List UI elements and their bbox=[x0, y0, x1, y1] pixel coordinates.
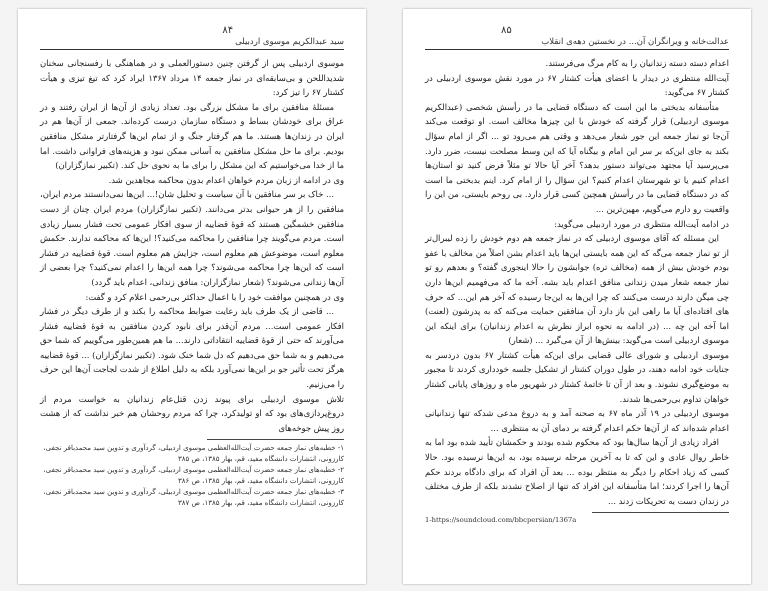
left-body-text bbox=[40, 56, 344, 435]
paragraph: موسوی اردبیلی در ۱۹ آذر ماه ۶۷ به صحنه آمد و به دروغ مدعی شدکه تنها زندانیانی اعدام شده‌اند که از آن‌ها حکم اعدام گرفته بر دمای آن به منتظری ... bbox=[425, 408, 729, 433]
quote-paragraph: مسئلهٔ منافقین برای ما مشکل بزرگی بود. تعداد زیادی از آن‌ها از ایران رفتند و در عراق برای خودشان بساط و دستگاه سازمان درست کرده‌اند. جمعی از آن‌ها هم در ایران در زندان‌ها هستند. ما هم گرفتار جنگ و از تمام این‌ها گرفتارتر مشکل منافقین بودیم. برای ما حل مشکل منافقین به آسانی ممکن نبود و هزینه‌های فراوانی داشت. اما ما از خدا می‌خواستیم که این مشکل را برای ما به نحوی حل کند. (تکبیر نمازگزاران) bbox=[40, 101, 344, 171]
quote-paragraph: ... قاضی از یک طرف باید رعایت ضوابط محاکمه را بکند و از طرف دیگر در فشار افکار عمومی است... مردم آن‌قدر برای نابود کردن منافقین به قوهٔ قضاییه فشار می‌آورند که حتی از قوهٔ قضاییه انتقاداتی دارند... ما هم همین‌طور می‌گوییم که شما حق می‌دهیم و به شما حق می‌دهیم که دل شما خنک شود. (تکبیر نمازگزاران) ... قوهٔ قضاییه هرگز تحت تأثیر جو بر این‌ها نمی‌آورد بلکه به دلیل اطلاع از شدت لجاجت آن‌ها این حرف را می‌زنیم. bbox=[40, 306, 344, 390]
footnote: ۲- خطبه‌های نماز جمعه حضرت آیت‌الله‌العظمی موسوی اردبیلی، گردآوری و تدوین سید محمدباقر نجفی، کارزونی، انتشارات دانشگاه مفید، قم، بهار ۱۳۸۵، ص ۳۸۶ bbox=[43, 466, 344, 486]
left-header-title: سید عبدالکریم موسوی اردبیلی bbox=[235, 37, 344, 47]
quote-paragraph: این مسئله که آقای موسوی اردبیلی که در نماز جمعه هم دوم خودش را زده لیبرال‌تر از تو نماز جمعه می‌گه که این همه بایستی این‌ها باید اعدام بشن اصلاً من مخالف با عفو بودم خودش بیش از همه (مخالف تره) جوابشون را حالا اینجوری گفته؟ و بعدهم رو تو نماز جمعه شعار میدن زندانی منافق اعدام باید بشه. آخه ما که می‌فهمیم این‌ها دارن چی میگن دارند درست می‌کنند که چرا این‌ها به این‌جا رسیده که آخر هم این... که حرف های افتاده‌ای آیا ما راهی این باز دارد آن منافقین حمایت می‌کنه که به پدرشون (لعنت) اما آخه این چه ... (در ادامه به نحوه ابراز نظرش به اعدام زندانیان) برای اینکه این موسوی اردبیلی است می‌گوید: بینش‌ها از آن می‌گیرد ... (شعار) bbox=[425, 233, 729, 346]
paragraph: اعدام دسته دسته زندانیان را به کام مرگ می‌فرستند. bbox=[545, 58, 729, 68]
right-footnote-link: 1-https://soundcloud.com/bbcpersian/1367a bbox=[425, 516, 577, 525]
right-body-text bbox=[425, 56, 729, 508]
left-footnotes bbox=[40, 443, 344, 509]
paragraph: تلاش موسوی اردبیلی برای پیوند زدن قتل‌عام زندانیان به خواست مردم از دروغ‌پردازی‌های بود که او تولیدکرد، چرا که مردم روحشان هم خبر نداشت که از هشت روز پیش جوخه‌های bbox=[40, 393, 344, 433]
footnote-divider bbox=[592, 512, 729, 513]
paragraph: در ادامه آیت‌الله منتظری در مورد اردبیلی می‌گوید: bbox=[554, 218, 729, 229]
quote-paragraph: ... خاک بر سر منافقین با آن سیاست و تحلیل شان!... این‌ها نمی‌دانستند مردم ایران، منافقین را از هر حیوانی بدتر می‌دانند. (تکبیر نمازگزاران) مردم ایران چنان از دست منافقین خشمگین هستند که قوهٔ قضاییه از سوی افکار عمومی تحت فشار بسیار زیادی است. مردم می‌گویند چرا منافقین را محاکمه می‌کنید؟! این‌ها که محاکمه ندارند. حکمش معلوم است، موضوعش هم معلوم است، جزایش هم معلوم است. قوهٔ قضاییه در فشار است که این‌ها چرا محاکمه می‌شوند؟ چرا همه این‌ها را اعدام نمی‌کنید؟ چرا بعضی از آن‌ها زندانی می‌شوند؟ (شعار نمازگزاران: منافق زندانی، اعدام باید گردد) bbox=[40, 189, 344, 287]
footnote: ۳- خطبه‌های نماز جمعه حضرت آیت‌الله‌العظمی موسوی اردبیلی، گردآوری و تدوین سید محمدباقر نجفی، کارزونی، انتشارات دانشگاه مفید، قم، بهار ۱۳۸۵، ص ۳۸۷ bbox=[43, 488, 344, 508]
quote-paragraph: متأسفانه بدبختی ما این است که دستگاه قضایی ما در رأسش شخصی (عبدالکریم موسوی اردبیلی) قرار گرفته که خودش با این چیزها مخالف است. او توقعت می‌کند آن‌جا تو نماز جمعه این جور شعار می‌دهد و وقتی هم می‌رود تو ... اگر از امام سؤال بکند به جای این‌که بر سر این امام و بیگناه آیا که این وسط مصلحت نیست، ضرر دارد. می‌پرسید آیا مجتهد می‌تواند دستور بدهد؟ آخر آیا حالا تو مثلاً فرض کنید تو استان‌ها اعدام کنیم یا تو شهرستان اعدام کنیم؟ این سؤال را از امام کرد. اینم بدبختی ما است که در دستگاه قضایی ما در رأسش همچین کسی قرار دارد. بی روحم بایستی، من این را واقعیت رو دارم می‌گویم، مهین‌ترین ... bbox=[425, 101, 729, 214]
footnote: ۱- خطبه‌های نماز جمعه حضرت آیت‌الله‌العظمی موسوی اردبیلی، گردآوری و تدوین سید محمدباقر نجفی، کارزونی، انتشارات دانشگاه مفید، قم، بهار ۱۳۸۵، ص ۳۸۵ bbox=[43, 444, 344, 464]
right-page bbox=[403, 9, 751, 584]
right-page-number: ۸۵ bbox=[501, 25, 512, 36]
footnote-divider bbox=[207, 439, 344, 440]
right-running-header bbox=[425, 25, 729, 50]
paragraph: آیت‌الله منتظری در دیدار با اعضای هیأت کشتار ۶۷ در مورد نقش موسوی اردبیلی در کشتار ۶۷ می‌گوید: bbox=[425, 72, 729, 98]
right-header-title: عدالت‌خانه و ویرانگران آن... در نخستین دهه‌ی انقلاب bbox=[541, 37, 729, 47]
left-page-number: ۸۴ bbox=[222, 25, 234, 36]
left-page bbox=[18, 9, 366, 584]
paragraph: موسوی اردبیلی و شورای عالی قضایی برای این‌که هیأت کشتار ۶۷ بدون دردسر به جنایات خود ادامه دهند، در طول دوران کشتار از تشکیل جلسه خودداری کردند تا مجبور به موضع‌گیری نشوند. و بعد از آن تا خاتمهٔ کشتار در شهریور ماه و روزهای پایانی کشتار خواهان تداوم بی‌رحمی‌ها شدند. bbox=[425, 349, 729, 404]
paragraph: وی در همچنین موافقت خود را با اعمال حداکثر بی‌رحمی اعلام کرد و گفت: bbox=[85, 291, 344, 302]
paragraph: وی در ادامه از زبان مردم خواهان اعدام بدون محاکمه مجاهدین شد. bbox=[108, 174, 344, 185]
left-running-header bbox=[40, 25, 344, 50]
paragraph: موسوی اردبیلی پس از گرفتن چنین دستورالعملی و در هماهنگی با رفسنجانی سخنان شدیداللحن و بی‌سابقه‌ای در نماز جمعه ۱۴ مرداد ۱۳۶۷ ایراد کرد که تیغ تیزی و هیأت کشتار ۶۷ را تیز کرد: bbox=[40, 58, 344, 98]
quote-paragraph: افراد زیادی از آن‌ها سال‌ها بود که محکوم شده بودند و حکمشان تأیید شده بود اما به خاطر روال عادی و این که تا به آخرین مرحله نرسیده بود، به این‌ها نرسیده بود. حالا کسی که زیاد احکام را دیگر به منتظر بوده ... بعد آن افراد که برای دادگاه بردند حکم آن‌ها را اجرا کردند؛ اما متأسفانه این افراد که تنها از اصلاح نشدند بلکه از طرف مختلف در زندان دست به تحریکات زدند ... bbox=[425, 437, 729, 506]
